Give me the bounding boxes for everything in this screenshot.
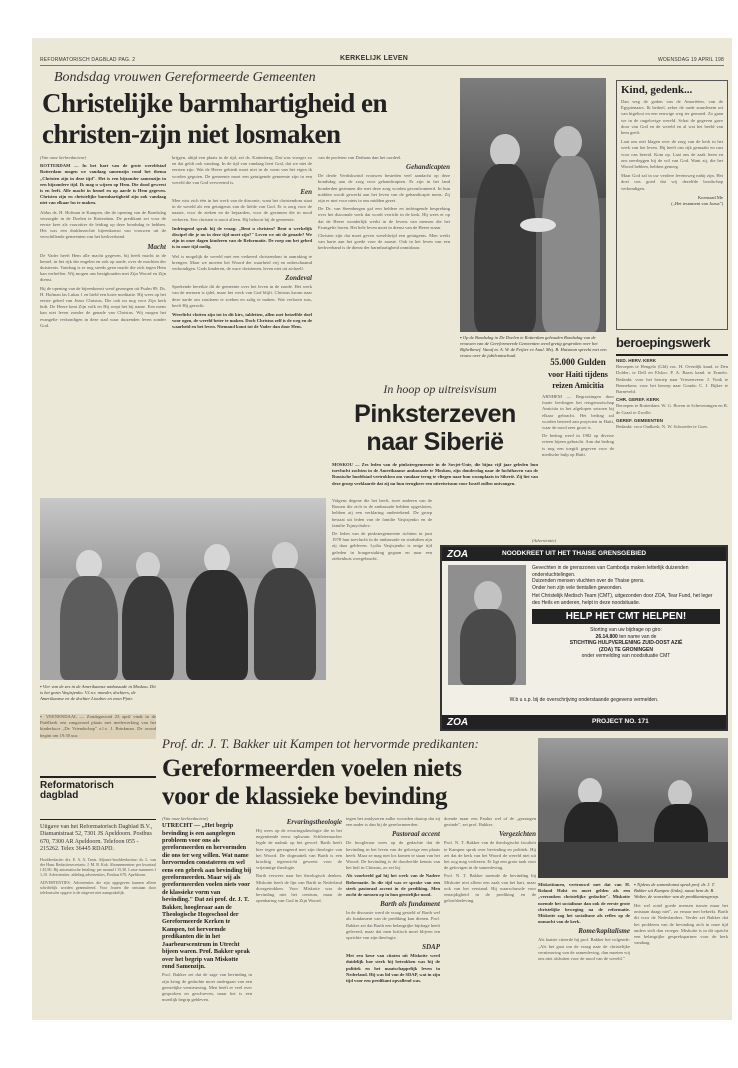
article1-body-3: Bij de opening van de bijeenkomst werd gezongen uit Psalm 89. Ds. H. Hofman las Lukas 1 en hield een korte meditatie. Hij wees op het eerste gebed van Jezus Christus, Die ook nu nog voor Zijn kerk bidt. De Heere kent Zijn volk en Hij roept het bij name. Een mens kan niet leven zonder de genade van Christus. Wij mogen het evangelie verkondigen in deze stad waar duizenden leven zonder God. (40, 285, 166, 328)
beroepingswerk-list (616, 358, 728, 438)
article3-kicker: Prof. dr. J. T. Bakker uit Kampen tot hervormde predikanten: (162, 736, 479, 751)
article1-col2-c: Indringend sprak hij de vraag: „Bent u christen? Bent u werkelijk discipel die je nu in deze tijd moet zijn?" Leven we uit de genade? We zijn in onze dagen kinderen van de Reformatie. De roep om het gebed is in onze tijd nodig. (172, 225, 312, 250)
article3-col-1 (162, 816, 252, 1016)
ad-line-3: Onder hen zijn vele tientallen gewonden. (532, 584, 623, 591)
article2-body: Volgens degene die het heeft, twee anderen van de Russen die zich in de ambassade hebben opgesloten, hebben zij een verklaring ondertekend. De groep bestaat uit leden van de familie Vasjtsjenko en de familie Tsjmychalov. (332, 498, 432, 528)
amicitia-text: ARNHEM — Begrootingen door fraaie leerlingen het reisgenootschap Amicitia in het afgelopen seizoen bij elkaar gebracht. Het bedrag zal worden besteed aan projecten in Haïti, waar de nood zeer groot is. (542, 394, 614, 431)
ad-title: NOODKREET UIT HET THAISE GRENSGEBIED (502, 550, 647, 557)
article1-col2-a: krijgen, altijd een plaats in de tijd, zei ds. Kattenberg. Dat was vroeger zo en dat geldt ook vandaag. In de tijd van vandaag leert God, dat we niet de eersten zijn. Wat de Heere gebiedt moet niet in de vorm van het eigen ik worden gegoten. De gemeente moet een getuigende gemeente zijn in een wereld die van God vervreemd is. (172, 155, 312, 185)
article3-lead: UTRECHT — „Het begrip bevinding is een aangelegen probleem voor ons als gereformeerden en hervormden die ons ter weg willen. Wat name hervormden constateren en wel eens een gebrek aan bevinding bij gereformeerden. Maar wij als gereformeerden voelen niets voor de klassieke vorm van bevinding." Dat zei prof. dr. J. T. Bakker, hoogleraar aan de Theologische Hogeschool der Gereformeerde Kerken te Kampen, tot hervormde predikanten die in het Jaarbeurscentrum in Utrecht bijeen waren. Prof. Bakker sprak over het begrip van Miskotte rond Samenzijn. (162, 822, 252, 970)
header-left: REFORMATORISCH DAGBLAD PAG. 2 (40, 57, 136, 63)
article1-col3-d: Christen zijn dat moet geven wereldwijd een getuigenis. Men werkt van harte aan het goede voor de naaste. Ook in het leven van een kerkverband is de dienst der barmhartigheid onmisbaar. (318, 233, 450, 251)
rd-colophon (40, 824, 156, 1014)
article2-lead: MOSKOU — Zes leden van de pinkstergemeente in de Sovjet-Unie, die bijna vijf jaar geleden hun toevlucht zochten in de Amerikaanse ambassade te Moskou, zijn donderdag naar de luchthaven van de Russische hoofdstad vertrokken om vandaar terug te vliegen naar hun woonplaats in Siberië. Zij liet van deze groep verklaarde dat zij nu hun terugkeer een uitreisvisum voor Israël zullen ontvangen. (332, 462, 538, 486)
article2-headline-1: Pinksterzeven (354, 400, 516, 428)
article3-byline: (Van onze kerkredacteur) (162, 816, 209, 821)
ad-giro-number: 26.14.800 (595, 633, 618, 640)
rd-small-print-2: ADVERTENTIES: Advertenties die zijn opgegeven kunnen alleen schriftelijk worden geannuleerd. Voor fouten die ontstaan door telefonische opgave is de uitgever niet aansprakelijk. (40, 879, 156, 895)
geref-gem-heading: GEREF. GEMEENTEN (616, 417, 663, 423)
article1-body-2: De Vader heeft Hem alle macht gegeven, bij heeft macht in de hemel, in het rijk der engelen en ook op aarde, over de machten der duisternis. Vandaag is er nog steeds geen macht die zich tegen Hem kan verheffen. Wij mogen ons bezighouden met Zijn Woord en Zijn dienst. (40, 252, 166, 283)
article1-col2-f: Weerlicht vlotten zijn tot in dit kirs, tabletten, allen met hetzelfde doel voor ogen, de wereld beter te maken. Doch Christus zelf is de weg en de waarheid en het leven. Niemand komt tot de Vader dan door Hem. (172, 312, 312, 330)
kind-gedenk-text-3: Maar God zal in uw verdere levensweg nabij zijn. Het doet ons goed dat wij dezelfde boodschap verkondigen. (621, 173, 723, 191)
article3-subhead-sdap: SDAP (422, 943, 440, 952)
article1-subhead-een: Een (300, 188, 312, 197)
zoa-advertisement (440, 545, 728, 731)
article2-body-col (332, 498, 432, 730)
article3-subhead-pastoraal: Pastoraal accent (391, 830, 440, 839)
article3-body-c: Barth verwees naar het theologisch denken. Miskotte heeft de lijn van Barth in Nederland doorgetrokken. Voor Miskotte was de bevinding niet het centrum, maar de openbaring van God in Zijn Woord. (256, 873, 342, 904)
rd-title-1: Reformatorisch (40, 780, 114, 791)
rd-small-print: Hoofdredactie: drs. E. A. A. Tanis. Adjunct-hoofdredacteur: ds. L. van der Ham. Redactiesecretaris: J. M. B. Kok. Abonnementen: per kwartaal f 45,90. Bij automatische betaling: per maand f 15,30. Losse nummers f 1,10. Advertenties: afdeling advertenties, Postbus 670, Apeldoorn. (40, 856, 156, 877)
ad-help-banner: HELP HET CMT HELPEN! (532, 609, 720, 624)
amicitia-amount: 55.000 Gulden (550, 357, 606, 367)
article3-caption-text: Miskottianen, vertrouwd met dat van H. Roland Holst en moet gelden als een „verzonken christelijke gedachte". Miskotte noemde het socialisme dan ook de eerste grote christelijke beweging na de reformatie. Miskotte zag het socialisme als reflex op de onmacht van de kerk. (538, 882, 630, 925)
article3-col-5 (538, 882, 630, 1016)
article3-subhead-ervaring: Ervaringstheologie (286, 818, 342, 826)
article1-col3-a: van de profeten van Dothans dan het oordeel. (318, 155, 402, 160)
article3-col3-a: tegen het analyseren zulke woorden daarop dat zij een ander is dan bij de gereformeerden. (346, 816, 440, 828)
ad-line-1: Gevechten in de grenszones van Cambodja maken letterlijk duizenden ondervluchtelingen. (532, 565, 689, 578)
article1-lead: ROTTERDAM — In het hart van de grote wereldstad Rotterdam mogen we vandaag samenzijn rond het thema „Christen zijn in deze tijd". Het is een bijzonder samenzijn in een bijzondere tijd. Ik mag u wijzen op Hem. Die dood geweest is en leeft. Alle macht in hemel en op aarde is Hem gegeven. Christen zijn en christelijke barmhartigheid zijn ook vandaag niet van elkaar los te maken. (40, 163, 166, 206)
article3-right-text: Het wel ootel goede mensen tussen maar het ontstaan daagt niet", zo ernaar met bekerkt. Barth dit voor de Nederlanders. Verder zei Bakker dat het probleem van de bevinding zich in onze tijd anders stelt dan vroeger. Miskotte is in dit opzicht een belangrijke gesprekspartner voor de kerk vandaag. (634, 903, 728, 946)
kind-gedenk-sign-2: („Het testament van Jozua") (671, 201, 723, 207)
article1-headline-1: Christelijke barmhartigheid en (42, 88, 387, 118)
article2-body-2: De leden van de pinkstergemeente richtten in juni 1978 hun toevlucht in de ambassade en sindsdien zijn zij daar gebleven. Lydia Vasjtsjenko is enige tijd geleden in hongerstaking gegaan en naar een ziekenhuis overgebracht. (332, 531, 432, 561)
article3-col4-c: Prof. N. T. Bakker noemde de bevinding bij Miskotte niet alleen een zaak van het hart, maar ook van het verstand. Hij waarschuwde voor eenzijdigheid in de prediking en de geloofsbeleving. (444, 873, 536, 904)
ad-project: PROJECT NO. 171 (592, 718, 649, 725)
article3-subhead-vergezichten: Vergezichten (499, 830, 536, 839)
article1-headline-2: christen-zijn niet losmaken (42, 119, 341, 149)
kind-gedenk-text-2: Laat ons niet klagen over de zorg van de kerk in het werk van het leven. Hij heeft ons rijk gemaakt en rust voor ons bereid. Kom op. Laat ons de zaak leren en ons neerleggen bij de wil van God. Want zij, die het Woord hebben, hebben genoeg. (621, 139, 723, 170)
article3-col-4 (444, 816, 536, 1016)
article3-col-6 (634, 882, 728, 1016)
beroepingswerk-title: beroepingswerk (616, 335, 711, 350)
header-date: WOENSDAG 19 APRIL 198 (658, 57, 724, 63)
article2-headline-2: naar Siberië (366, 428, 504, 456)
article3-col-2 (256, 816, 342, 1016)
rd-address: Uitgave van het Reformatorisch Dagblad B.V., Diamantstraat 52, 7301 JS Apeldoorn. Postbus 670, 7300 AR Apeldoorn. Telefoon 055 - 215262. Telex 36445 RDAPD. (40, 824, 153, 853)
chr-geref-heading: CHR. GEREF. KERK (616, 397, 660, 403)
article3-col-3 (346, 816, 440, 1016)
article1-col2-e: Sprekende bereikte dit de gemeente over het leven in de zonde. Het werk van de mensen is ijdel, maar het werk van God blijft. Christus kwam naar deze aarde om zondaren te zoeken en zalig te maken. Wat verloren was, heeft Hij gezocht. (172, 284, 312, 308)
ned-herv-text: Beroepen te Hengelo (Gld) vac. H. Overdijk kand. te Den Dolder; te Dell en Elsloo: P. A. Baars kand. te Ermelo. Bedankt: voor het beroep naar Vriezenveen: J. Vonk te Bennekom; voor het beroep naar Gouda: C. J. Bijker te Barneveld. (616, 364, 728, 395)
article1-subhead-gehandicapten: Gehandicapten (406, 163, 450, 172)
article2-lead-block (332, 462, 538, 496)
kind-gedenk-sign-1: Koenraad Me (697, 194, 723, 200)
article1-col3-b: De derde Verdiskwind vrouwen besteden veel aandacht op deze bondsdag aan de zorg voor gehandicapten. Er zijn in het land honderden gezinnen die met deze zorg worden geconfronteerd. In hun midden wordt gewerkt aan het leven van de gehandicapte mens. Zij zijn er niet voor niets in ons midden gezet. (318, 173, 450, 204)
amicitia-body (542, 394, 614, 538)
article3-body-b: Hij wees op de ervaringstheologie die in het negentiende eeuw opkwam. Schleiermacher legde de nadruk op het gevoel. Barth heeft hier tegen gereageerd met zijn theologie van het Woord. De dogmatiek van Barth is een krachtig tegenwicht geweest voor de vrijzinnige theologie. (256, 828, 342, 871)
ad-gift-2: ten name van de (619, 633, 657, 640)
ad-gift-3: onder vermelding van noodsituatie CMT (581, 653, 671, 659)
ad-gift-4: W.b u s.p. bij de overschrijving onderstaande gegevens vermelden. (509, 697, 659, 703)
chr-geref-text: Beroepen te Rotterdam: W. G. Boven te Scheveningen en B. de Graaf te Zwolle. (616, 403, 728, 415)
article1-kicker: Bondsdag vrouwen Gereformeerde Gemeenten (54, 70, 316, 85)
bondsdag-photo (460, 78, 606, 332)
header-section: KERKELIJK LEVEN (340, 55, 408, 62)
article1-subhead-macht: Macht (147, 242, 166, 251)
ad-org-1: STICHTING HULPVERLENING ZUID-OOST AZIË (569, 640, 683, 646)
newspaper-page (32, 38, 732, 1020)
article3-col4-a: doende maar een Paulus wel of de „gezongen gezinde", zei prof. Bakker. (444, 816, 536, 828)
kind-gedenk-title: Kind, gedenk... (621, 84, 693, 96)
rd-title-2: dagblad (40, 790, 79, 801)
amicitia-text-2: De bedrag werd in 1982 op diverse reizen bijeen gebracht. Aan dat bedrag is nog een toegift gegeven voor de medische hulp op Haiti. (542, 433, 614, 457)
article2-kicker: In hoop op uitreisvisum (383, 382, 497, 396)
article1-col3-c: De Ds. van Steenbergen gaf een heldere en indringende bespreking over het diaconale werk dat wordt verricht in de kerk. Hij wees er op dat de Heere wonderlijk werkt in de levens van mensen die het Evangelie horen. Het hele leven moet in dienst van de Heere staan. (318, 206, 450, 230)
family-photo-caption: ▪ Vier van de zes in de Amerikaanse ambassade in Moskou. Dit is het gezin Vasjtsjenko. V.l.n.r. moeder, dochters, de Amerikaanse en de dochter Lioubov en zoon Pjotr. (40, 684, 156, 701)
ad-org-2: (ZOA) TE GRONINGEN (599, 646, 653, 653)
bakker-walter-photo (538, 738, 728, 878)
article3-col3-b: De hoogleraar wees op de gedachte dat de bevinding in het leven van de gelovige een plaats heeft. Maar ze mag niet los komen te staan van het Woord. De bevinding is de doorleefde kennis van het heil in Christus, zo zei hij. (346, 840, 440, 871)
article3-col4-b: Prof. N. T. Bakker van de theologische faculteit te Kampen sprak over bevinding en politiek. Hij zei dat de kerk van het Woord de wereld niet uit het oog mag verliezen. Er ligt een grote taak voor de gelovigen in de samenleving. (444, 840, 536, 871)
article3-col3-c: Als voorbeeld gaf hij het werk van de Nadere Reformatie. In die tijd was er sprake van een sterk pastoraal accent in de prediking. Men zocht de mensen op in hun geestelijke nood. (346, 873, 440, 898)
kind-gedenk-text: Dan weg de goden van de Amoriëten, van de Egyptenaars. Ik bedoel, zeker de oude zuurdesem uit van bigelooi en een eeuwige weg ter gemoed. Zo gaan we in de ongelovige wereld. Schat de gegeven gave door van God en de wereld en al wat het beeld van hem geeft. (621, 99, 723, 136)
article3-col3-d: In de discussie werd de vraag gesteld of Barth wel als fundament van de prediking kan dienen. Prof. Bakker zei dat Barth een belangrijke bijdrage heeft geleverd, maar dat men kritisch moet blijven ten opzichte van zijn theologie. (346, 910, 440, 941)
ad-label: (Advertentie) (531, 538, 557, 543)
article3-col3-e: Met een keur van citaten uit Miskotte werd duidelijk hoe sterk hij betrokken was bij de politiek en het maatschappelijk leven in Nederland. Hij was lid van de SDAP, wat in zijn tijd voor een predikant opvallend was. (346, 953, 440, 984)
article3-subhead-barth: Barth als fundament (380, 900, 440, 909)
ad-line-2: Duizenden mensen vluchten over de Thaise grens. (532, 578, 645, 584)
article1-byline: (Van onze kerkredacteur) (40, 155, 87, 160)
veenendaal-notice: ▪ VEENENDAAL — Zondagavond 23 april vindt in de Pniëlkerk een zangavond plaats met medewerking van het kinderkoor „De Vriendschap" o.l.v. J. Brinkman. De avond begint om 19.30 uur. (40, 714, 156, 738)
rd-masthead (40, 776, 156, 820)
vasjtsjenko-family-photo (40, 498, 326, 680)
bakker-photo-caption: ▪ Tijdens de samenkomst sprak prof. dr. J. T. Bakker uit Kampen (links), naast hem dr. B. Walter, de voorzitter van de predikantengroep. (634, 882, 720, 899)
article1-subhead-zondeval: Zondeval (285, 274, 312, 283)
article3-headline-2: voor de klassieke bevinding (162, 783, 448, 810)
geref-gem-text: Bedankt: voor Oudkerk: N. W. Schroeder te Goes. (616, 424, 709, 430)
amicitia-headline (542, 358, 614, 390)
ad-gift-1: Storting van uw bijdrage op giro: (590, 627, 662, 633)
zoa-logo-footer: ZOA (444, 716, 471, 729)
ad-line-4: Het Christelijk Medisch Team (CMT), uitgezonden door ZOA, Tear Fund, het leger des Heils en anderen, helpt in deze noodsituatie. (532, 593, 713, 606)
article3-subhead-rome: Rome/kapitalisme (578, 927, 630, 936)
article3-headline-1: Gereformeerden voelen niets (162, 755, 462, 782)
article1-col-1 (40, 155, 166, 495)
amicitia-sub-1: voor Haiti tijdens (548, 370, 608, 379)
article3-body-a: Prof. Bakker zei dat de sage van bevinding in zijn kring de gedachte moet ondergaan van een geestelijke vernieuwing. Men heeft er veel over gesproken en geschreven, maar het is een moeilijk begrip gebleven. (162, 972, 252, 1003)
article3-col4-d: Als laatste citeerde hij prof. Bakker het volgende: „Als het gaat om de vraag naar de christelijke vernieuwing van de samenleving, dan moeten wij ons niet afsluiten voor de nood van de wereld." (538, 937, 630, 962)
kind-gedenk-box (616, 80, 728, 330)
bondsdag-photo-caption: ▪ Op de Bondsdag in De Doelen te Rotterdam gehouden Bondsdag van de vrouwen van de Gereformeerde Gemeenten werd gretig gesproken over het Bijbelbesef. Vanaf m. A. W. de Feijter ev Anal. Mej. B. Huisman spreekt met een vrouw over de jubileumschaal. (460, 335, 607, 358)
article1-col2-b: Men wist zich één in het werk van de diaconie, want het christendom staat in de wereld als een getuigenis van de liefde van God. Er is zorg voor de naaste, voor de zieken en de bejaarden, voor de gezinnen die in nood verkeren. Een christen is nooit alleen. Hij behoort bij de gemeente. (172, 198, 312, 222)
article1-col-2 (172, 155, 312, 495)
ad-photo (448, 565, 526, 685)
page-header (40, 54, 724, 66)
article1-col2-d: Wel is mogelijk de wereld met een verkeerd christendom in aanraking te brengen. Maar we moeten het Woord der waarheid vrij en onbeschaamd verkondigen. Gods kinderen, de ware christenen, leven niet uit zichzelf. (172, 253, 312, 272)
zoa-logo: ZOA (444, 548, 471, 561)
article1-body-1: Aldus ds. H. Hofman te Kampen, die de opening van de Bondsdag verzorgde in de Doelen te Rotterdam. De predikant zei voor de eerste keer als voorzitter de leiding op deze bondsdag te hebben. Het was een drukbezochte bijeenkomst van vrouwen uit de verschillende gemeenten van het kerkverband. (40, 209, 166, 240)
amicitia-sub-2: reizen Amicitia (552, 381, 604, 390)
ned-herv-heading: NED. HERV. KERK (616, 358, 657, 363)
